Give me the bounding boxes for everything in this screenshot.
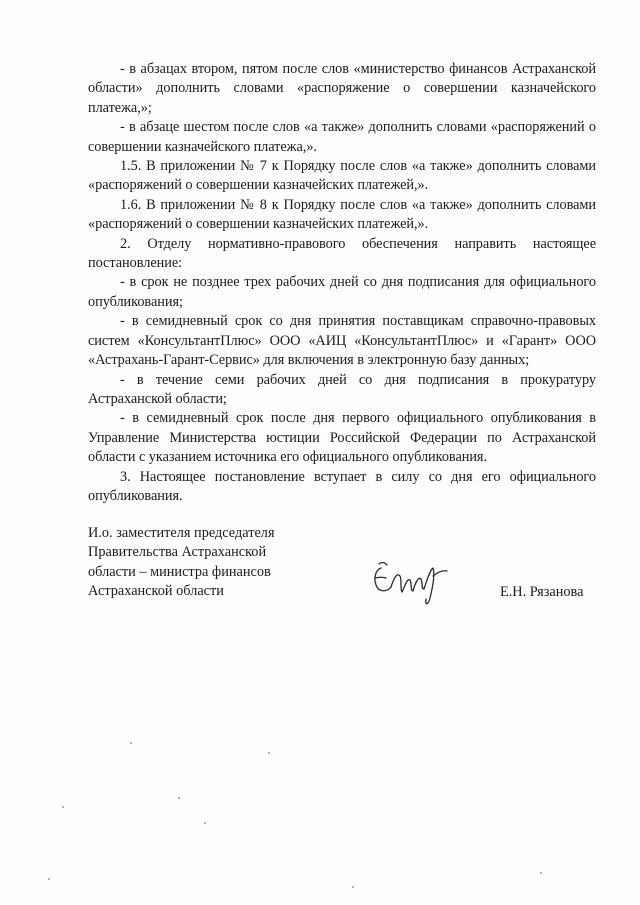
paragraph-publication: - в срок не позднее трех рабочих дней со дня подписания для официального опубликования; — [88, 274, 596, 310]
paragraph-amend-paragraph-6: - в абзаце шестом после слов «а также» дополнить словами «распоряжений о совершении казначейского платежа,». — [88, 119, 596, 155]
scan-speck — [204, 822, 206, 824]
paragraph-legal-systems: - в семидневный срок со дня принятия поставщикам справочно-правовых систем «КонсультантПлюс» ООО «АИЦ «КонсультантПлюс» и «Гарант» ООО «Астрахань-Гарант-Сервис» для включения в электронную базу данных; — [88, 313, 596, 369]
scan-speck — [352, 886, 354, 888]
signatory-position-line: И.о. заместителя председателя — [88, 525, 275, 541]
scan-speck — [178, 797, 180, 799]
scan-speck — [268, 752, 270, 754]
handwritten-signature — [367, 556, 457, 608]
scan-speck — [130, 742, 132, 744]
scan-speck — [48, 878, 50, 880]
paragraph-prosecutor: - в течение семи рабочих дней со дня подписания в прокуратуру Астраханской области; — [88, 371, 596, 407]
paragraph-amend-paragraphs-2-5: - в абзацах втором, пятом после слов «министерство финансов Астраханской области» дополнить словами «распоряжение о совершении казначейского платежа,»; — [88, 61, 596, 116]
signatory-position-line: Астраханской области — [88, 583, 224, 600]
document-body — [88, 60, 596, 506]
signatory-position-line: Правительства Астраханской — [88, 544, 267, 561]
paragraph-item-2: 2. Отделу нормативно-правового обеспечения направить настоящее постановление: — [88, 235, 596, 272]
scan-speck — [62, 806, 64, 808]
paragraph-item-3: 3. Настоящее постановление вступает в силу со дня его официального опубликования. — [88, 468, 596, 504]
scan-speck — [540, 872, 542, 874]
signer-name: Е.Н. Рязанова — [500, 584, 584, 600]
signatory-position — [88, 524, 308, 602]
signatory-position-line: области – министра финансов — [88, 563, 271, 580]
paragraph-item-1-6: 1.6. В приложении № 8 к Порядку после слов «а также» дополнить словами «распоряжений о совершении казначейских платежей,». — [88, 196, 596, 233]
paragraph-item-1-5: 1.5. В приложении № 7 к Порядку после слов «а также» дополнить словами «распоряжений о совершении казначейских платежей,». — [88, 158, 596, 194]
paragraph-ministry-of-justice: - в семидневный срок после дня первого официального опубликования в Управление Министерства юстиции Российской Федерации по Астраханской области с указанием источника его официального опубликования. — [88, 410, 596, 466]
